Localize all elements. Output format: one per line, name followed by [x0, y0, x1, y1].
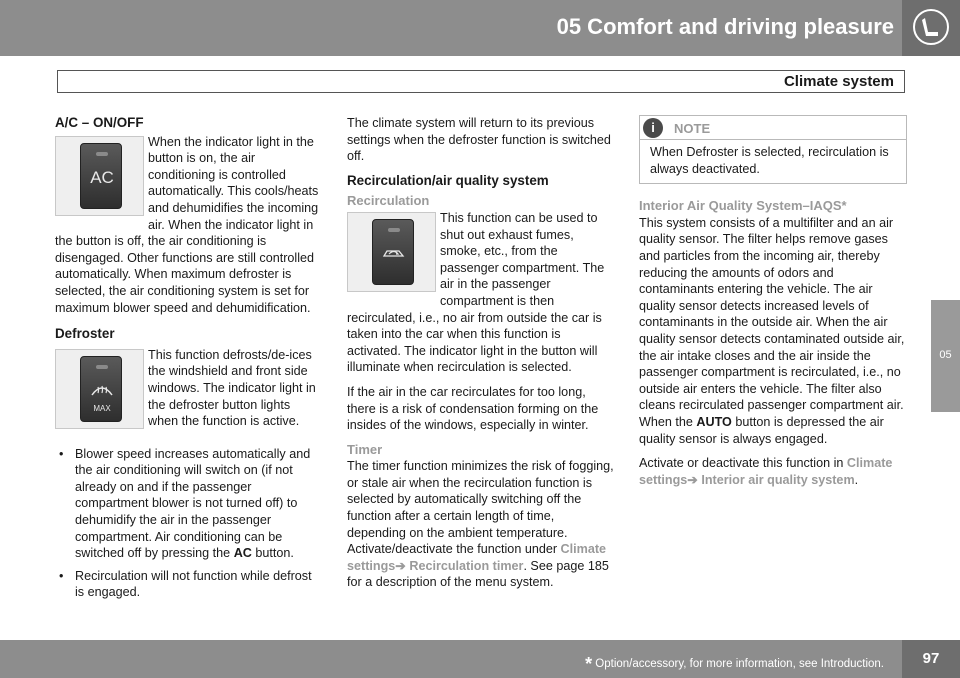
timer-text: The timer function minimizes the risk of fogging, or stale air when the recirculation function is selected by automatically switching off the function after a certain length of time, depending on the ambient temperature. Activate/deactivate the function under — [347, 459, 614, 557]
page-number-box — [902, 640, 960, 678]
recirculation-timer-link[interactable]: Recirculation timer — [409, 558, 524, 573]
arrow-icon: ➔ — [687, 472, 698, 487]
note-text: When Defroster is selected, recirculation is always deactivated. — [650, 145, 889, 176]
note-label: NOTE — [674, 121, 711, 136]
climate-settings-link[interactable]: Climate settings — [639, 456, 893, 487]
climate-settings-link[interactable]: Climate settings — [347, 542, 607, 573]
recirculation-description: This function can be used to shut out exhaust fumes, smoke, etc., from the passenger compartment. The air in the passenger compartment is then recirculated, i.e., no air from outside the car is taken into the car when this function is activated. The indicator light in the button will illuminate when recirculation is selected. — [347, 210, 605, 375]
timer-subheading: Timer — [347, 441, 383, 457]
activate-text: Activate or deactivate this function in — [639, 456, 847, 471]
iaqs-description — [639, 215, 907, 447]
list-item — [55, 446, 323, 562]
section-title: Climate system — [783, 73, 894, 90]
interior-air-quality-link[interactable]: Interior air quality system — [701, 472, 855, 487]
page-number: 97 — [922, 650, 940, 667]
ac-heading: A/C – ON/OFF — [55, 115, 144, 130]
column-left — [55, 115, 323, 607]
arrow-icon: ➔ — [395, 558, 406, 573]
defroster-icon — [90, 383, 114, 397]
defroster-description: This function defrosts/de-ices the windshield and front side windows. The indicator light in the defroster button lights when the function is active. — [148, 347, 316, 429]
bullet: • — [59, 568, 64, 583]
asterisk: * — [585, 654, 593, 674]
section-header — [57, 70, 905, 93]
defroster-bullets — [55, 438, 323, 601]
bullet-text: Blower speed increases automatically and the air conditioning will switch on (if not already on and if the passenger compartment blower is not turned off) to dehumidify the air in the passenger compartment. Air conditioning can be switched off by pressing the — [75, 446, 311, 561]
ac-description: When the indicator light in the button is on, the air conditioning is controlled automatically. This cools/heats and dehumidifies the incoming air. When the indicator light in the button is off, the air conditioning is disengaged. Other functions are still controlled automatically. When maximum defroster is selected, the air conditioning system is set for maximum blower speed and dehumidification. — [55, 134, 319, 315]
footer-note — [585, 654, 884, 675]
timer-text-end: . See page 185 for a description of the menu system. — [347, 558, 609, 590]
condensation-warning: If the air in the car recirculates for too long, there is a risk of condensation forming on the insides of the windows, especially in winter. — [347, 384, 599, 433]
bullet: • — [59, 446, 64, 461]
auto-button-ref: AUTO — [696, 414, 732, 429]
page-footer — [0, 640, 960, 678]
seat-icon — [912, 8, 950, 46]
column-middle — [347, 115, 615, 599]
chapter-side-tab — [931, 300, 960, 412]
ac-key-label: AC — [90, 167, 114, 187]
note-box — [639, 115, 907, 184]
defroster-return-text: The climate system will return to its previous settings when the defroster function is switched off. — [347, 116, 611, 164]
ac-button-ref: AC — [233, 546, 252, 561]
iaqs-text-end: button is depressed the air quality sensor is always engaged. — [639, 414, 884, 446]
info-icon: i — [643, 118, 663, 138]
bullet-text: Recirculation will not function while defrost is engaged. — [75, 568, 312, 600]
iaqs-activate-text — [639, 455, 907, 488]
indicator-lamp — [96, 152, 108, 156]
activate-end: . — [854, 472, 859, 487]
ac-button-illustration — [55, 136, 144, 216]
chapter-icon-box — [902, 0, 960, 56]
timer-description — [347, 458, 615, 591]
defroster-button-illustration — [55, 349, 144, 429]
note-header — [640, 116, 906, 140]
defroster-key — [80, 356, 122, 422]
indicator-lamp — [388, 228, 400, 232]
recirculation-heading: Recirculation/air quality system — [347, 172, 549, 188]
list-item — [55, 568, 323, 601]
footer-note-text: Option/accessory, for more information, see Introduction. — [595, 658, 884, 670]
iaqs-heading: Interior Air Quality System–IAQS* — [639, 198, 847, 214]
chapter-title: 05 Comfort and driving pleasure — [556, 14, 894, 39]
recirculation-car-icon — [382, 246, 406, 260]
chapter-side-tab-number: 05 — [939, 349, 952, 361]
bullet-text-end: button. — [251, 546, 294, 561]
chapter-header-bar — [0, 0, 960, 56]
recirculation-button-illustration — [347, 212, 436, 292]
iaqs-text: This system consists of a multifilter and an air quality sensor. The filter helps remove gases and particles from the incoming air, thereby reducing the amounts of odors and contaminants entering the vehicle. The air quality sensor detects increased levels of contaminants in the outside air. When the air quality sensor detects contaminated outside air, the air intake closes and the air inside the passenger compartment is recirculated, i.e., no outside air enters the vehicle. The filter also cleans recirculated passenger compartment air. When the — [639, 215, 905, 429]
recirculation-subheading: Recirculation — [347, 193, 430, 209]
defroster-key-label: MAX — [93, 403, 111, 413]
defroster-heading: Defroster — [55, 326, 115, 342]
column-right — [639, 115, 907, 496]
ac-key — [80, 143, 122, 209]
recirculation-key — [372, 219, 414, 285]
indicator-lamp — [96, 365, 108, 369]
